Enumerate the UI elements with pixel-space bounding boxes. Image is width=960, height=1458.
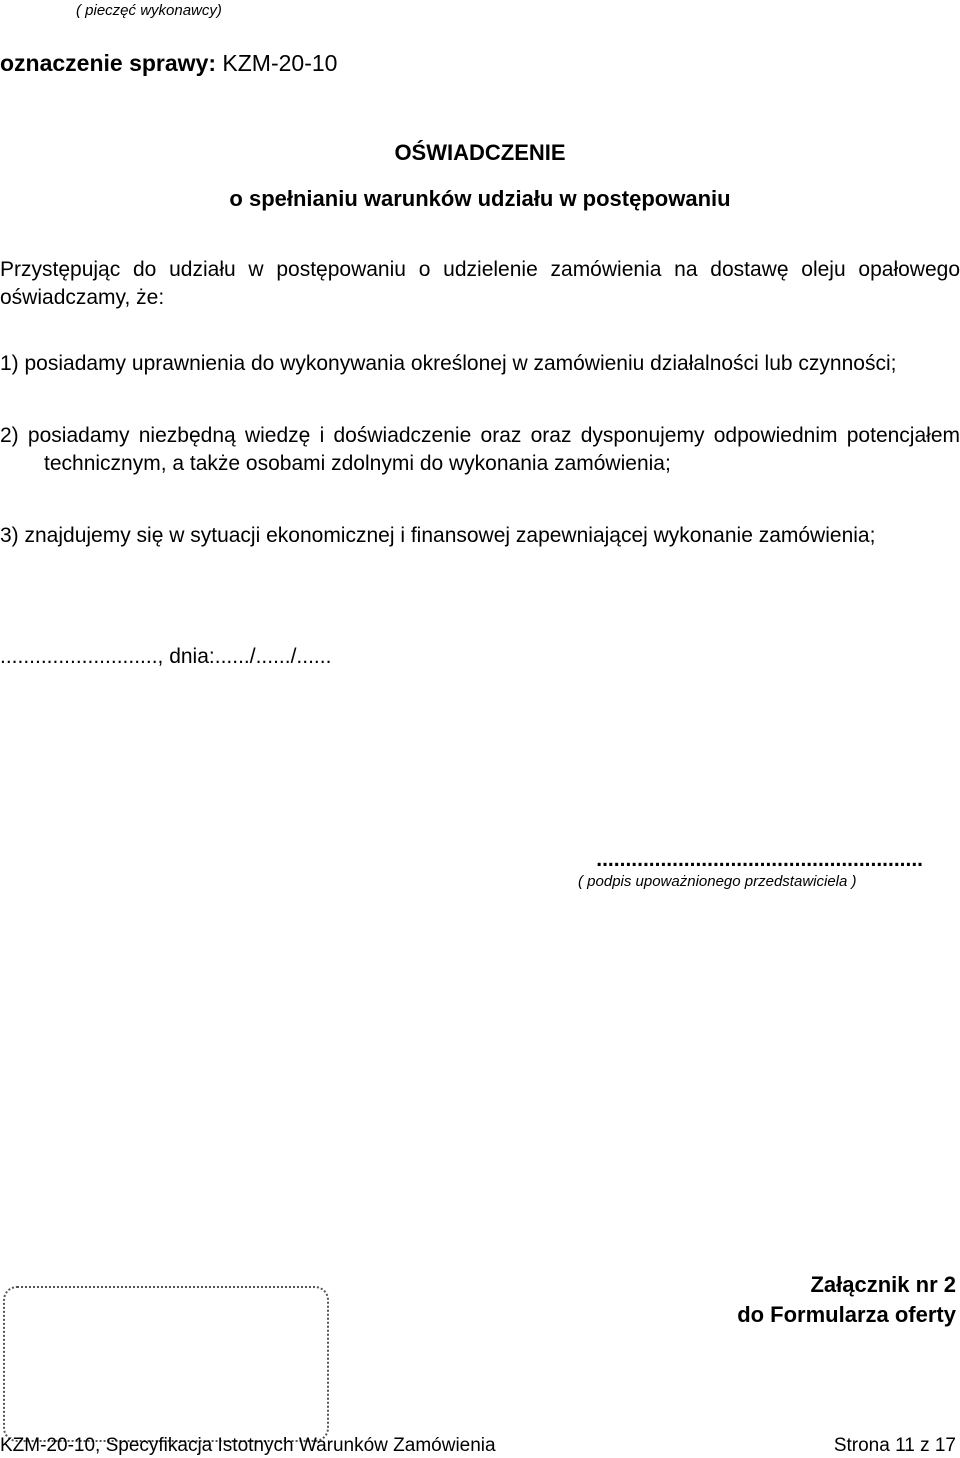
document-subtitle: o spełnianiu warunków udziału w postępowaniu [229,186,731,211]
attachment-target: do Formularza oferty [737,1302,956,1327]
place-date-line: ..........................., dnia:....../....../...... [0,645,332,668]
signature-dots: ........................................................ [596,848,923,871]
stamp-box [3,1286,329,1442]
document-title: OŚWIADCZENIE [394,140,566,165]
case-reference [0,50,337,77]
case-label: oznaczenie sprawy: [0,50,217,76]
declaration-item-2: 2) posiadamy niezbędną wiedzę i doświadczenie oraz oraz dysponujemy odpowiednim potencjałem technicznym, a także osobami zdolnymi do wykonania zamówienia; [0,424,960,475]
footer-document-name: KZM-20-10, Specyfikacja Istotnych Warunków Zamówienia [0,1435,496,1456]
footer-page-number: Strona 11 z 17 [833,1435,956,1456]
declaration-item-1: 1) posiadamy uprawnienia do wykonywania określonej w zamówieniu działalności lub czynności; [0,352,897,375]
signature-label: ( podpis upoważnionego przedstawiciela ) [578,873,857,890]
declaration-item-3: 3) znajdujemy się w sytuacji ekonomicznej i finansowej zapewniającej wykonanie zamówienia; [0,524,876,547]
stamp-label: ( pieczęć wykonawcy) [76,2,222,19]
attachment-number: Załącznik nr 2 [810,1272,956,1297]
case-number: KZM-20-10 [222,50,338,76]
intro-paragraph: Przystępując do udziału w postępowaniu o udzielenie zamówienia na dostawę oleju opałowego oświadczamy, że: [0,258,960,309]
